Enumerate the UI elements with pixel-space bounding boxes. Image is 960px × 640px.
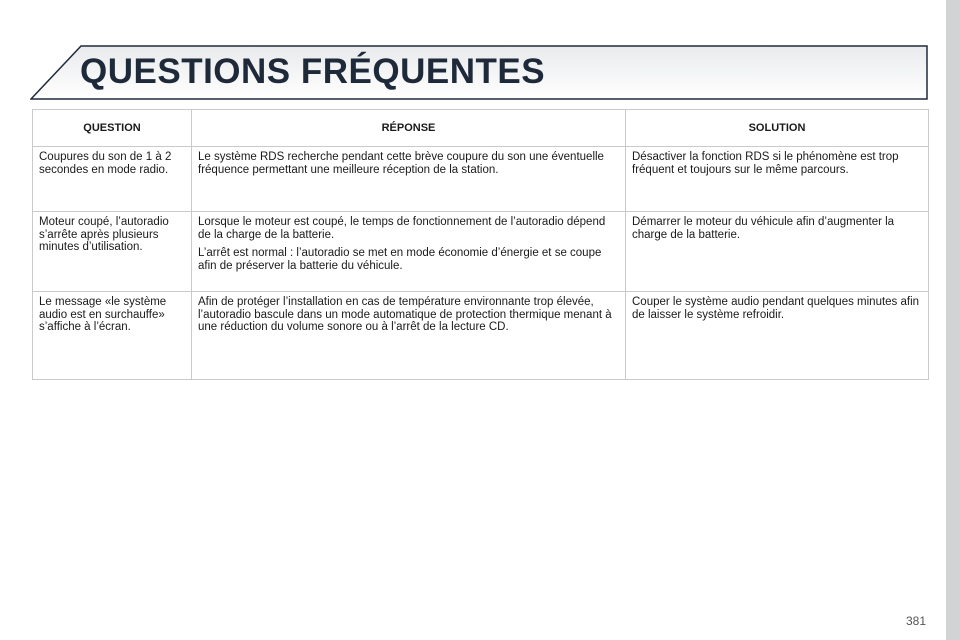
header-response: RÉPONSE [192,110,626,147]
response-text: Le système RDS recherche pendant cette brève coupure du son une éventuelle fréquence permettant une meilleure réception de la station. [198,151,604,176]
faq-table [32,109,929,380]
response-text: Lorsque le moteur est coupé, le temps de fonctionnement de l’autoradio dépend de la charge de la batterie. [198,216,606,241]
table-row [33,147,929,212]
response-cell [192,212,626,292]
response-cell [192,292,626,380]
solution-cell: Démarrer le moteur du véhicule afin d’augmenter la charge de la batterie. [626,212,929,292]
table-row [33,212,929,292]
page-side-bar [946,0,960,640]
question-cell: Le message «le système audio est en surchauffe» s’affiche à l’écran. [33,292,192,380]
table-row [33,292,929,380]
header-question: QUESTION [33,110,192,147]
title-banner [30,44,928,100]
response-text: Afin de protéger l’installation en cas de température environnante trop élevée, l’autoradio bascule dans un mode automatique de protection thermique menant à une réduction du volume sonore ou à l’arrêt de la lecture CD. [198,296,612,333]
solution-cell: Couper le système audio pendant quelques minutes afin de laisser le système refroidir. [626,292,929,380]
question-cell: Moteur coupé, l’autoradio s’arrête après plusieurs minutes d’utilisation. [33,212,192,292]
response-text: L’arrêt est normal : l’autoradio se met en mode économie d’énergie et se coupe afin de préserver la batterie du véhicule. [198,247,602,272]
page-title: QUESTIONS FRÉQUENTES [80,52,546,91]
header-solution: SOLUTION [626,110,929,147]
response-cell [192,147,626,212]
solution-cell: Désactiver la fonction RDS si le phénomène est trop fréquent et toujours sur le même parcours. [626,147,929,212]
table-header-row [33,110,929,147]
question-cell: Coupures du son de 1 à 2 secondes en mode radio. [33,147,192,212]
page-number: 381 [906,614,927,628]
